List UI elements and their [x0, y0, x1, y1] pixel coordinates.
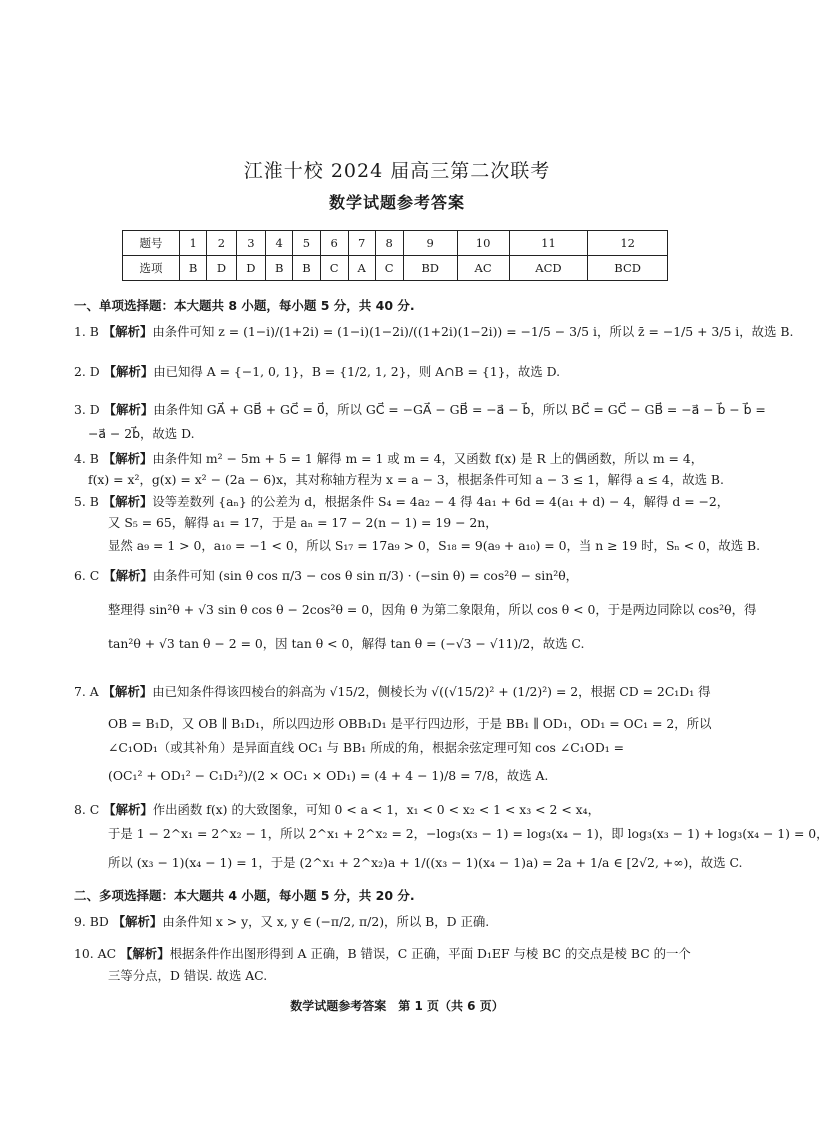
- solution-7: [74, 682, 734, 701]
- table-cell: C: [375, 256, 403, 281]
- table-cell: AC: [457, 256, 509, 281]
- table-cell: 3: [236, 231, 265, 256]
- table-cell: 6: [320, 231, 348, 256]
- answer-key-title: 数学试题参考答案: [328, 193, 465, 212]
- section2-heading: 二、多项选择题：本大题共 4 小题，每小题 5 分，共 20 分.: [74, 888, 415, 903]
- page-footer: 数学试题参考答案 第 1 页（共 6 页）: [290, 999, 504, 1013]
- solution-10: [74, 944, 734, 963]
- solution-text: 所以 (x₃ − 1)(x₄ − 1) = 1，于是 (2^x₁ + 2^x₂)a + 1/((x₃ − 1)(x₄ − 1)a) = 2a + 1/a ∈ [2√2, +∞)，故选 C.: [108, 855, 743, 870]
- solution-text: tan²θ + √3 tan θ − 2 = 0，因 tan θ < 0，解得 tan θ = (−√3 − √11)/2，故选 C.: [108, 636, 585, 651]
- question-number: 4. B: [74, 451, 99, 466]
- solution-text: −a⃗ − 2b⃗，故选 D.: [88, 426, 195, 441]
- exam-title: 江淮十校 2024 届高三第二次联考: [243, 160, 551, 182]
- solution-text: 由条件知 m² − 5m + 5 = 1 解得 m = 1 或 m = 4，又函数 f(x) 是 R 上的偶函数，所以 m = 4，: [152, 451, 704, 466]
- solution-2: [74, 362, 734, 381]
- analysis-tag: 【解析】: [103, 364, 154, 379]
- table-cell: 8: [375, 231, 403, 256]
- table-cell: 2: [207, 231, 236, 256]
- solution-text: 由条件可知 z = (1−i)/(1+2i) = (1−i)(1−2i)/((1+2i)(1−2i)) = −1/5 − 3/5 i，所以 z̄ = −1/5 + 3/5 i，故选 B.: [152, 324, 794, 339]
- table-cell: 12: [588, 231, 668, 256]
- solution-4: [74, 449, 734, 468]
- solution-text: 由条件知 x > y，又 x, y ∈ (−π/2, π/2)，所以 B，D 正确.: [162, 914, 490, 929]
- solution-text: 显然 a₉ = 1 > 0，a₁₀ = −1 < 0，所以 S₁₇ = 17a₉ > 0，S₁₈ = 9(a₉ + a₁₀) = 0，当 n ≥ 19 时，Sₙ < 0，故选 B.: [108, 538, 761, 553]
- question-number: 7. A: [74, 684, 99, 699]
- solution-3: [74, 400, 766, 419]
- table-cell: BCD: [588, 256, 668, 281]
- table-cell: 10: [457, 231, 509, 256]
- solution-5: [74, 492, 734, 511]
- analysis-tag: 【解析】: [103, 568, 153, 583]
- question-number: 5. B: [74, 494, 99, 509]
- table-cell: 11: [509, 231, 588, 256]
- solution-text: 设等差数列 {aₙ} 的公差为 d，根据条件 S₄ = 4a₂ − 4 得 4a₁ + 6d = 4(a₁ + d) − 4，解得 d = −2，: [152, 494, 730, 509]
- table-row-numbers: [123, 231, 668, 256]
- answer-table: [122, 230, 668, 281]
- solution-text: 由条件可知 (sin θ cos π/3 − cos θ sin π/3) · (−sin θ) = cos²θ − sin²θ，: [152, 568, 579, 583]
- question-number: 9. BD: [74, 914, 109, 929]
- analysis-tag: 【解析】: [102, 684, 153, 699]
- analysis-tag: 【解析】: [112, 914, 163, 929]
- table-cell: 5: [293, 231, 320, 256]
- analysis-tag: 【解析】: [120, 946, 170, 961]
- analysis-tag: 【解析】: [103, 802, 153, 817]
- solution-1: [74, 322, 794, 341]
- table-row-options: [123, 256, 668, 281]
- table-cell: 1: [180, 231, 207, 256]
- table-cell: 9: [403, 231, 457, 256]
- solution-text: 于是 1 − 2^x₁ = 2^x₂ − 1，所以 2^x₁ + 2^x₂ = 2，−log₃(x₃ − 1) = log₃(x₄ − 1)，即 log₃(x₃ − 1) + log₃(x₄ − 1) = 0，: [108, 826, 829, 841]
- solution-text: 三等分点，D 错误. 故选 AC.: [108, 968, 268, 983]
- table-cell: 7: [348, 231, 375, 256]
- table-cell: B: [293, 256, 320, 281]
- table-cell: B: [266, 256, 293, 281]
- question-number: 3. D: [74, 402, 100, 417]
- table-cell: ACD: [509, 256, 588, 281]
- solution-text: f(x) = x²，g(x) = x² − (2a − 6)x，其对称轴方程为 x = a − 3，根据条件可知 a − 3 ≤ 1，解得 a ≤ 4，故选 B.: [88, 472, 724, 487]
- solution-text: 由已知条件得该四棱台的斜高为 √15/2，侧棱长为 √((√15/2)² + (1/2)²) = 2，根据 CD = 2C₁D₁ 得: [152, 684, 711, 699]
- question-number: 6. C: [74, 568, 100, 583]
- solution-text: (OC₁² + OD₁² − C₁D₁²)/(2 × OC₁ × OD₁) = (4 + 4 − 1)/8 = 7/8，故选 A.: [108, 768, 549, 783]
- table-header-option: 选项: [123, 256, 180, 281]
- table-cell: A: [348, 256, 375, 281]
- question-number: 10. AC: [74, 946, 117, 961]
- section1-heading: 一、单项选择题：本大题共 8 小题，每小题 5 分，共 40 分.: [74, 298, 415, 313]
- solution-text: 又 S₅ = 65，解得 a₁ = 17，于是 aₙ = 17 − 2(n − 1) = 19 − 2n，: [108, 515, 498, 530]
- solution-text: 作出函数 f(x) 的大致图象，可知 0 < a < 1，x₁ < 0 < x₂ < 1 < x₃ < 2 < x₄，: [152, 802, 600, 817]
- solution-text: 整理得 sin²θ + √3 sin θ cos θ − 2cos²θ = 0，因角 θ 为第二象限角，所以 cos θ < 0，于是两边同除以 cos²θ，得: [108, 602, 757, 617]
- analysis-tag: 【解析】: [102, 324, 153, 339]
- solution-text: ∠C₁OD₁（或其补角）是异面直线 OC₁ 与 BB₁ 所成的角，根据余弦定理可知 cos ∠C₁OD₁ =: [108, 740, 625, 755]
- solution-text: 根据条件作出图形得到 A 正确，B 错误，C 正确，平面 D₁EF 与棱 BC 的交点是棱 BC 的一个: [169, 946, 691, 961]
- solution-8: [74, 800, 734, 819]
- table-cell: D: [207, 256, 236, 281]
- table-cell: BD: [403, 256, 457, 281]
- solution-9: [74, 912, 734, 931]
- table-cell: D: [236, 256, 265, 281]
- table-cell: 4: [266, 231, 293, 256]
- solution-6: [74, 566, 734, 585]
- analysis-tag: 【解析】: [103, 402, 154, 417]
- analysis-tag: 【解析】: [102, 494, 153, 509]
- question-number: 2. D: [74, 364, 100, 379]
- analysis-tag: 【解析】: [102, 451, 153, 466]
- table-cell: B: [180, 256, 207, 281]
- solution-text: 由条件知 GA⃗ + GB⃗ + GC⃗ = 0⃗，所以 GC⃗ = −GA⃗ − GB⃗ = −a⃗ − b⃗，所以 BC⃗ = GC⃗ − GB⃗ = −a⃗ − b⃗ − b⃗ =: [153, 402, 766, 417]
- table-header-number: 题号: [123, 231, 180, 256]
- question-number: 1. B: [74, 324, 99, 339]
- solution-text: OB = B₁D，又 OB ∥ B₁D₁，所以四边形 OBB₁D₁ 是平行四边形，于是 BB₁ ∥ OD₁，OD₁ = OC₁ = 2，所以: [108, 716, 712, 731]
- table-cell: C: [320, 256, 348, 281]
- question-number: 8. C: [74, 802, 100, 817]
- solution-text: 由已知得 A = {−1, 0, 1}，B = {1/2, 1, 2}，则 A∩B = {1}，故选 D.: [153, 364, 561, 379]
